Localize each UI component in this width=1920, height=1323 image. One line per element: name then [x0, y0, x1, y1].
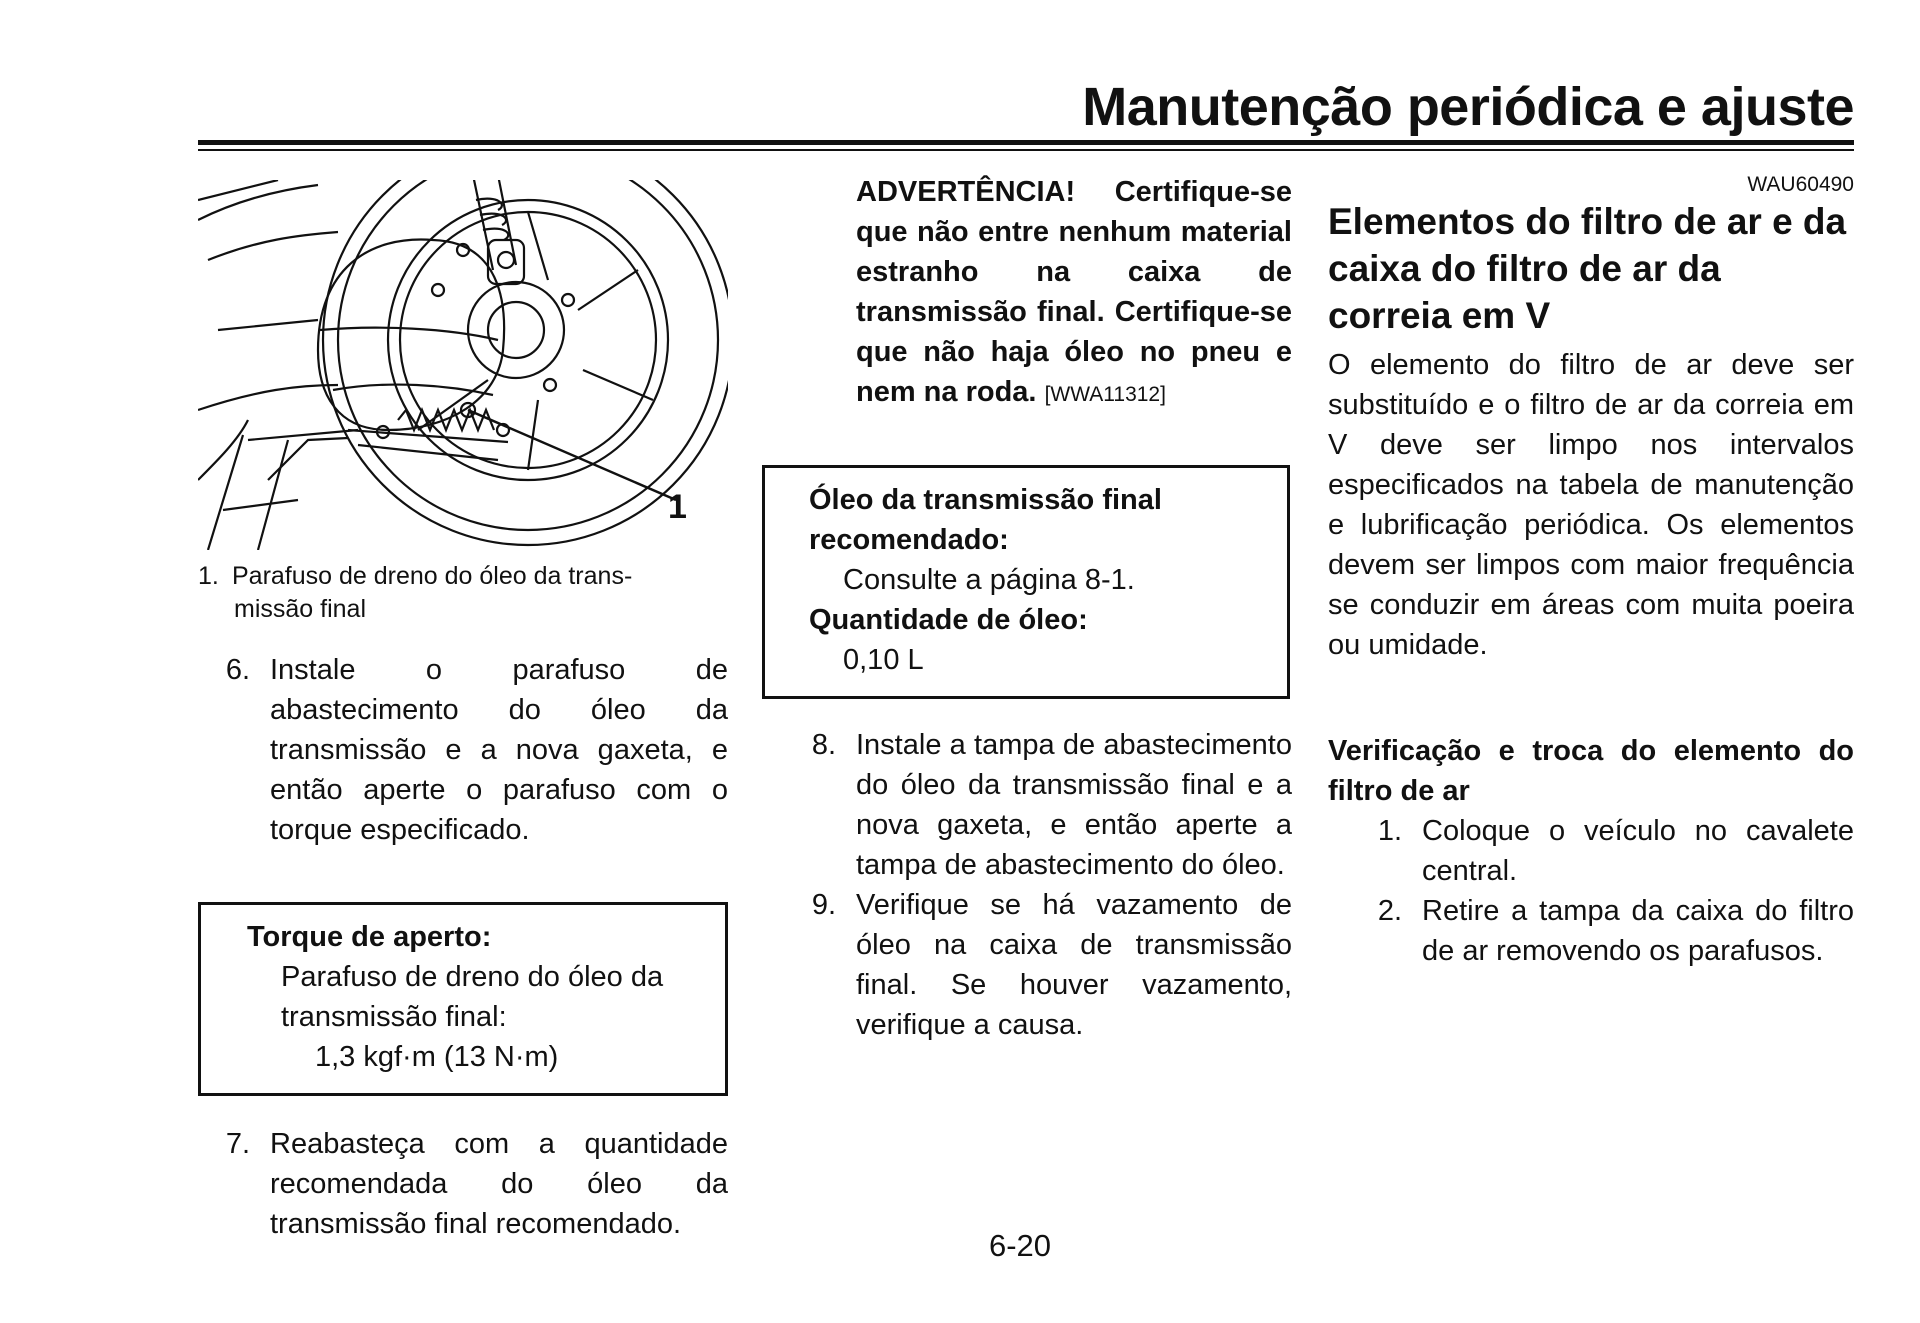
- header-rule-thin: [198, 149, 1854, 151]
- header-rule-thick: [198, 140, 1854, 145]
- column-middle: [762, 172, 1292, 1045]
- warning-code: [WWA11312]: [1044, 383, 1166, 406]
- step-text: Coloque o veículo no cavalete central.: [1422, 815, 1854, 887]
- page-title: Manutenção periódica e ajuste: [1082, 77, 1854, 137]
- oil-quantity-label: Quantidade de óleo:: [809, 604, 1088, 636]
- step-2: [1328, 891, 1854, 971]
- step-number: 6.: [225, 654, 250, 686]
- callout-number: 1: [668, 488, 687, 526]
- oil-quantity-value: 0,10 L: [843, 644, 924, 676]
- warning-block: [762, 172, 1292, 415]
- step-number: 2.: [1377, 895, 1402, 927]
- torque-value: 1,3 kgf·m (13 N·m): [315, 1041, 559, 1073]
- warning-text: ADVERTÊNCIA! Certifique-se que não entre nenhum material estranho na caixa de transmissão final. Certifique-se que não haja óleo no pneu e nem na roda.: [856, 176, 1292, 408]
- caption-line2: missão final: [234, 595, 366, 623]
- subsection-heading: Verificação e troca do elemento do filtro de ar: [1328, 735, 1854, 807]
- step-number: 9.: [811, 889, 836, 921]
- step-text: Instale a tampa de abastecimento do óleo da transmissão final e a nova gaxeta, e então aperte a tampa de abastecimento do óleo.: [856, 729, 1292, 881]
- step-1: [1328, 811, 1854, 891]
- figure-caption: [198, 560, 728, 626]
- step-9: [762, 885, 1292, 1045]
- section-paragraph: O elemento do filtro de ar deve ser substituído e o filtro de ar da correia em V deve ser limpo nos intervalos especificados na tabela de manutenção e lubrificação periódica. Os elementos devem ser limpos com maior frequência se conduzir em áreas com muita poeira ou umidade.: [1328, 349, 1854, 661]
- caption-line1: Parafuso de dreno do óleo da trans-: [232, 562, 633, 590]
- caption-number: 1.: [198, 562, 219, 590]
- step-text: Verifique se há vazamento de óleo na caixa de transmissão final. Se houver vazamento, verifique a causa.: [856, 889, 1292, 1041]
- torque-line1: Parafuso de dreno do óleo da: [281, 961, 664, 993]
- step-number: 7.: [225, 1128, 250, 1160]
- transmission-drain-bolt-illustration: [198, 180, 728, 550]
- page-number: 6-20: [988, 1228, 1052, 1263]
- oil-type-value: Consulte a página 8-1.: [843, 564, 1135, 596]
- step-number: 1.: [1377, 815, 1402, 847]
- step-6: [198, 650, 728, 850]
- step-text: Instale o parafuso de abastecimento do óleo da transmissão e a nova gaxeta, e então aperte o parafuso com o torque especificado.: [270, 654, 728, 846]
- oil-type-label: Óleo da transmissão final recomendado:: [809, 484, 1162, 556]
- section-heading: Elementos do filtro de ar e da caixa do filtro de ar da correia em V: [1328, 201, 1847, 336]
- step-7: [198, 1124, 728, 1244]
- step-text: Reabasteça com a quantidade recomendada do óleo da transmissão final recomendado.: [270, 1128, 728, 1240]
- torque-spec-box: [198, 902, 728, 1096]
- column-right: [1328, 172, 1854, 971]
- step-number: 8.: [811, 729, 836, 761]
- section-code: WAU60490: [1747, 173, 1854, 196]
- torque-label: Torque de aperto:: [247, 921, 492, 953]
- column-left: [198, 180, 728, 1244]
- oil-spec-box: [762, 465, 1290, 699]
- torque-line2: transmissão final:: [281, 1001, 507, 1033]
- step-8: [762, 725, 1292, 885]
- step-text: Retire a tampa da caixa do filtro de ar removendo os parafusos.: [1422, 895, 1854, 967]
